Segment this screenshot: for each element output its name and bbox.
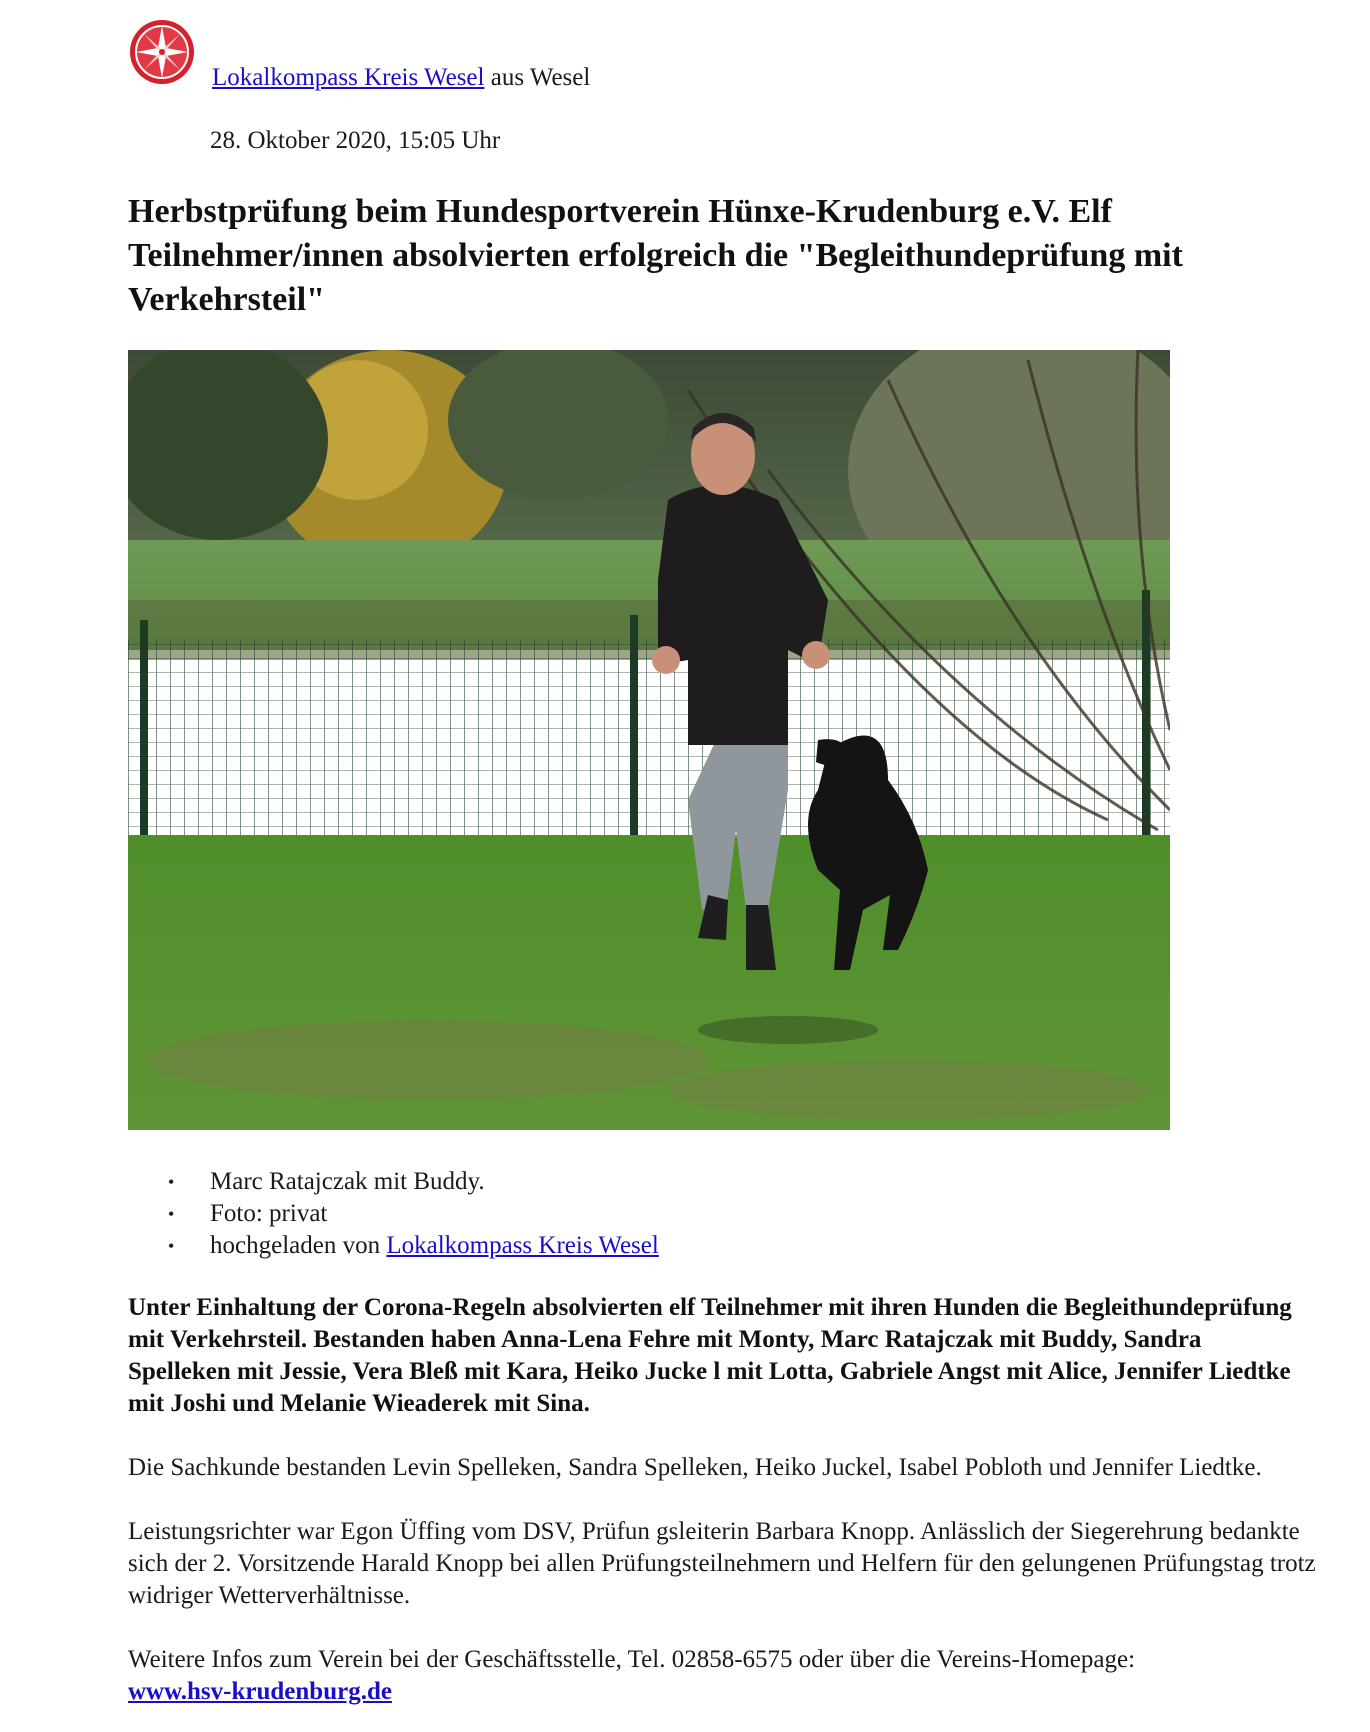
photo-caption: • Marc Ratajczak mit Buddy. (210, 1166, 659, 1198)
photo-meta-list (128, 1166, 659, 1262)
article-lead: Unter Einhaltung der Corona-Regeln absolvierten elf Teilnehmer mit ihren Hunden die Begleithundeprüfung mit Verkehrsteil. Bestanden haben Anna-Lena Fehre mit Monty, Marc Ratajczak mit Buddy, Sandra Spelleken mit Jessie, Vera Bleß mit Kara, Heiko Jucke l mit Lotta, Gabriele Angst mit Alice, Jennifer Liedtke mit Joshi und Melanie Wieaderek mit Sina. (128, 1294, 1292, 1417)
byline (212, 64, 590, 92)
homepage-link[interactable]: www.hsv-krudenburg.de (128, 1678, 392, 1705)
article-headline: Herbstprüfung beim Hundesportverein Hünxe-Krudenburg e.V. Elf Teilnehmer/innen absolvierten erfolgreich die "Begleithundeprüfung mit Verkehrsteil" (128, 193, 1183, 318)
article-paragraph-2: Leistungsrichter war Egon Üffing vom DSV, Prüfun gsleiterin Barbara Knopp. Anlässlich der Siegerehrung bedankte sich der 2. Vorsitzende Harald Knopp bei allen Prüfungsteilnehmern und Helfern für den gelungenen Prüfungstag trotz widriger Wetterverhältnisse. (128, 1518, 1316, 1609)
article-photo[interactable] (128, 350, 1170, 1130)
article-paragraph-3 (128, 1644, 1318, 1708)
contact-text: Weitere Infos zum Verein bei der Geschäftsstelle, Tel. 02858-6575 oder über die Vereins-Homepage: (128, 1646, 1136, 1673)
photo-uploader (210, 1230, 659, 1262)
uploader-link[interactable]: Lokalkompass Kreis Wesel (386, 1232, 659, 1259)
article-paragraph-1: Die Sachkunde bestanden Levin Spelleken, Sandra Spelleken, Heiko Juckel, Isabel Pobloth und Jennifer Liedtke. (128, 1454, 1262, 1481)
publish-date: 28. Oktober 2020, 15:05 Uhr (210, 127, 501, 154)
compass-rose-icon[interactable] (128, 18, 196, 86)
uploader-prefix: hochgeladen von (210, 1232, 387, 1259)
author-link[interactable]: Lokalkompass Kreis Wesel (212, 64, 485, 91)
photo-credit: • Foto: privat (210, 1198, 659, 1230)
location-text: aus Wesel (484, 64, 591, 91)
